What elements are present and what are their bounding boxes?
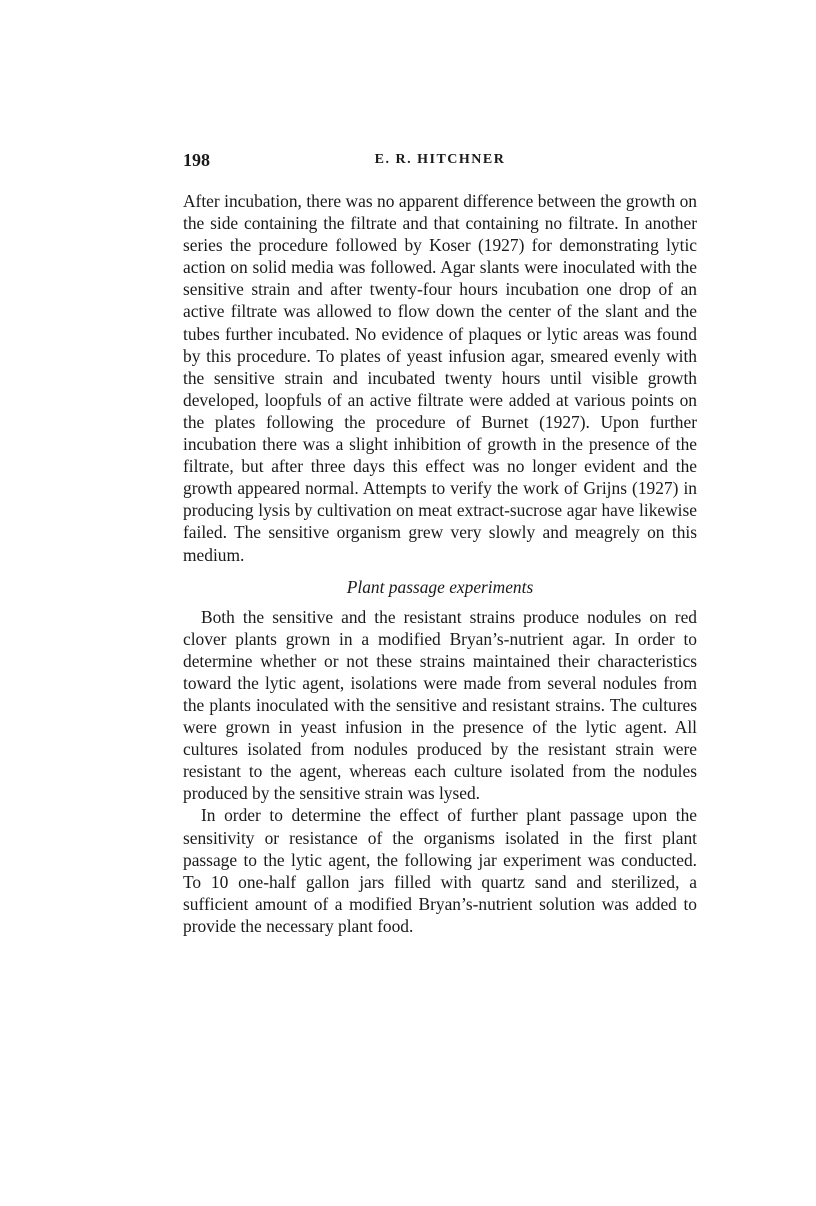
page-number: 198	[183, 150, 210, 170]
paragraph-jar-experiment: In order to determine the effect of further plant passage upon the sensitivity or resistance of the organisms isolated in the first plant passage to the lytic agent, the following jar experiment was conducted. To 10 one-half gallon jars filled with quartz sand and sterilized, a sufficient amount of a modified Bryan’s-nutrient solution was added to provide the necessary plant food.	[183, 805, 697, 936]
page	[183, 150, 697, 937]
paragraph-nodules: Both the sensitive and the resistant strains produce nodules on red clover plants grown in a modified Bryan’s-nutrient agar. In order to determine whether or not these strains maintained their characteristics toward the lytic agent, isolations were made from several nodules from the plants inoculated with the sensitive and resistant strains. The cultures were grown in yeast infusion in the presence of the lytic agent. All cultures isolated from nodules produced by the resistant strain were resistant to the agent, whereas each culture isolated from the nodules produced by the sensitive strain was lysed.	[183, 606, 697, 804]
page-header	[183, 150, 697, 176]
paragraph-continuation: After incubation, there was no apparent difference between the growth on the side containing the filtrate and that containing no filtrate. In another series the procedure followed by Koser (1927) for demonstrating lytic action on solid media was followed. Agar slants were inoculated with the sensitive strain and after twenty-four hours incubation one drop of an active filtrate was allowed to flow down the center of the slant and the tubes further incubated. No evidence of plaques or lytic areas was found by this procedure. To plates of yeast infusion agar, smeared evenly with the sensitive strain and incubated twenty hours until visible growth developed, loopfuls of an active filtrate were added at various points on the plates following the procedure of Burnet (1927). Upon further incubation there was a slight inhibition of growth in the presence of the filtrate, but after three days this effect was no longer evident and the growth appeared normal. Attempts to verify the work of Grijns (1927) in producing lysis by cultivation on meat extract-sucrose agar have likewise failed. The sensitive organism grew very slowly and meagrely on this medium.	[183, 191, 697, 565]
section-heading: Plant passage experiments	[346, 576, 534, 597]
running-head: E. R. HITCHNER	[374, 152, 506, 167]
